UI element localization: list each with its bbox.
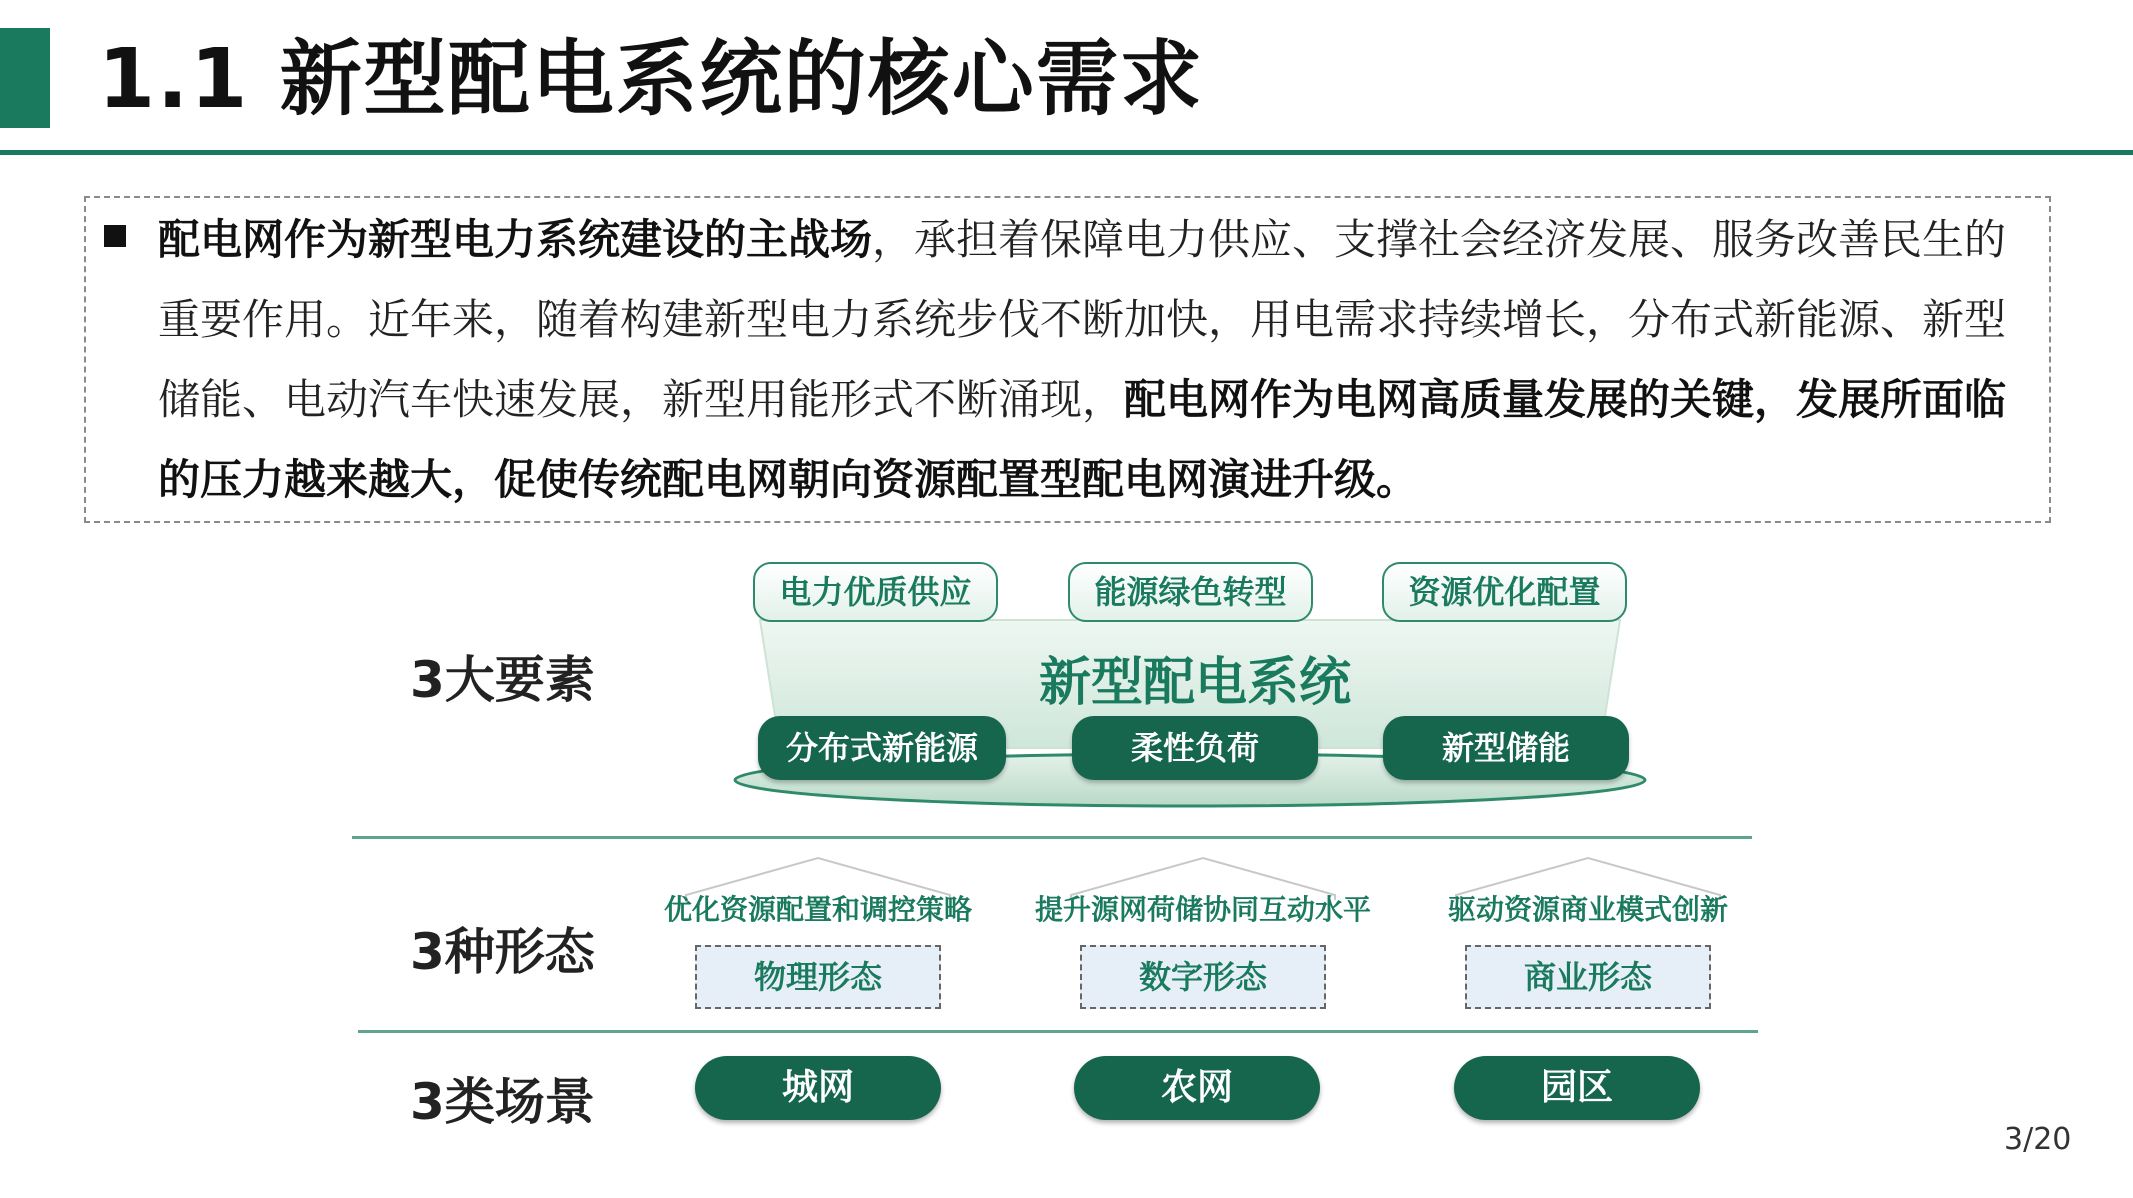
row-label-scenes: 3类场景 [410,1073,595,1131]
row-label-forms: 3种形态 [410,923,595,981]
intro-bold-lead: 配电网作为新型电力系统建设的主战场 [158,215,873,264]
form-box-business: 商业形态 [1465,945,1711,1009]
goal-power-supply: 电力优质供应 [753,562,998,622]
scene-rural-grid: 农网 [1074,1056,1320,1120]
intro-body: ，承担着保障电力供应、支撑社会经济发展、服务改善民生的重要作用。近年来，随着构建新型电力系统步伐不断加快，用电需求持续增长，分布式新能源、新型储能、电动汽车快速发展，新型用能形式不断涌现， [158,215,2007,424]
element-new-storage: 新型储能 [1383,716,1629,780]
scene-urban-grid: 城网 [695,1056,941,1120]
slide-title: 1.1 新型配电系统的核心需求 [98,32,1204,127]
form-caption-digital: 提升源网荷储协同互动水平 [1034,893,1371,926]
separator-top [352,836,1752,839]
goal-resource-allocation: 资源优化配置 [1382,562,1627,622]
system-title: 新型配电系统 [1038,653,1351,713]
goal-green-transition: 能源绿色转型 [1068,562,1313,622]
intro-bold-conclusion: 配电网作为电网高质量发展的关键，发展所面临的压力越来越大，促使传统配电网朝向资源配置型配电网演进升级。 [158,375,2007,504]
element-distributed-energy: 分布式新能源 [758,716,1006,780]
separator-bottom [358,1030,1758,1033]
row-label-elements: 3大要素 [410,651,595,709]
form-box-physical: 物理形态 [695,945,941,1009]
element-flexible-load: 柔性负荷 [1072,716,1318,780]
form-caption-physical: 优化资源配置和调控策略 [663,893,972,926]
form-caption-business: 驱动资源商业模式创新 [1447,893,1728,926]
page-number: 3/20 [2004,1122,2072,1157]
form-box-digital: 数字形态 [1080,945,1326,1009]
scene-industrial-park: 园区 [1454,1056,1700,1120]
